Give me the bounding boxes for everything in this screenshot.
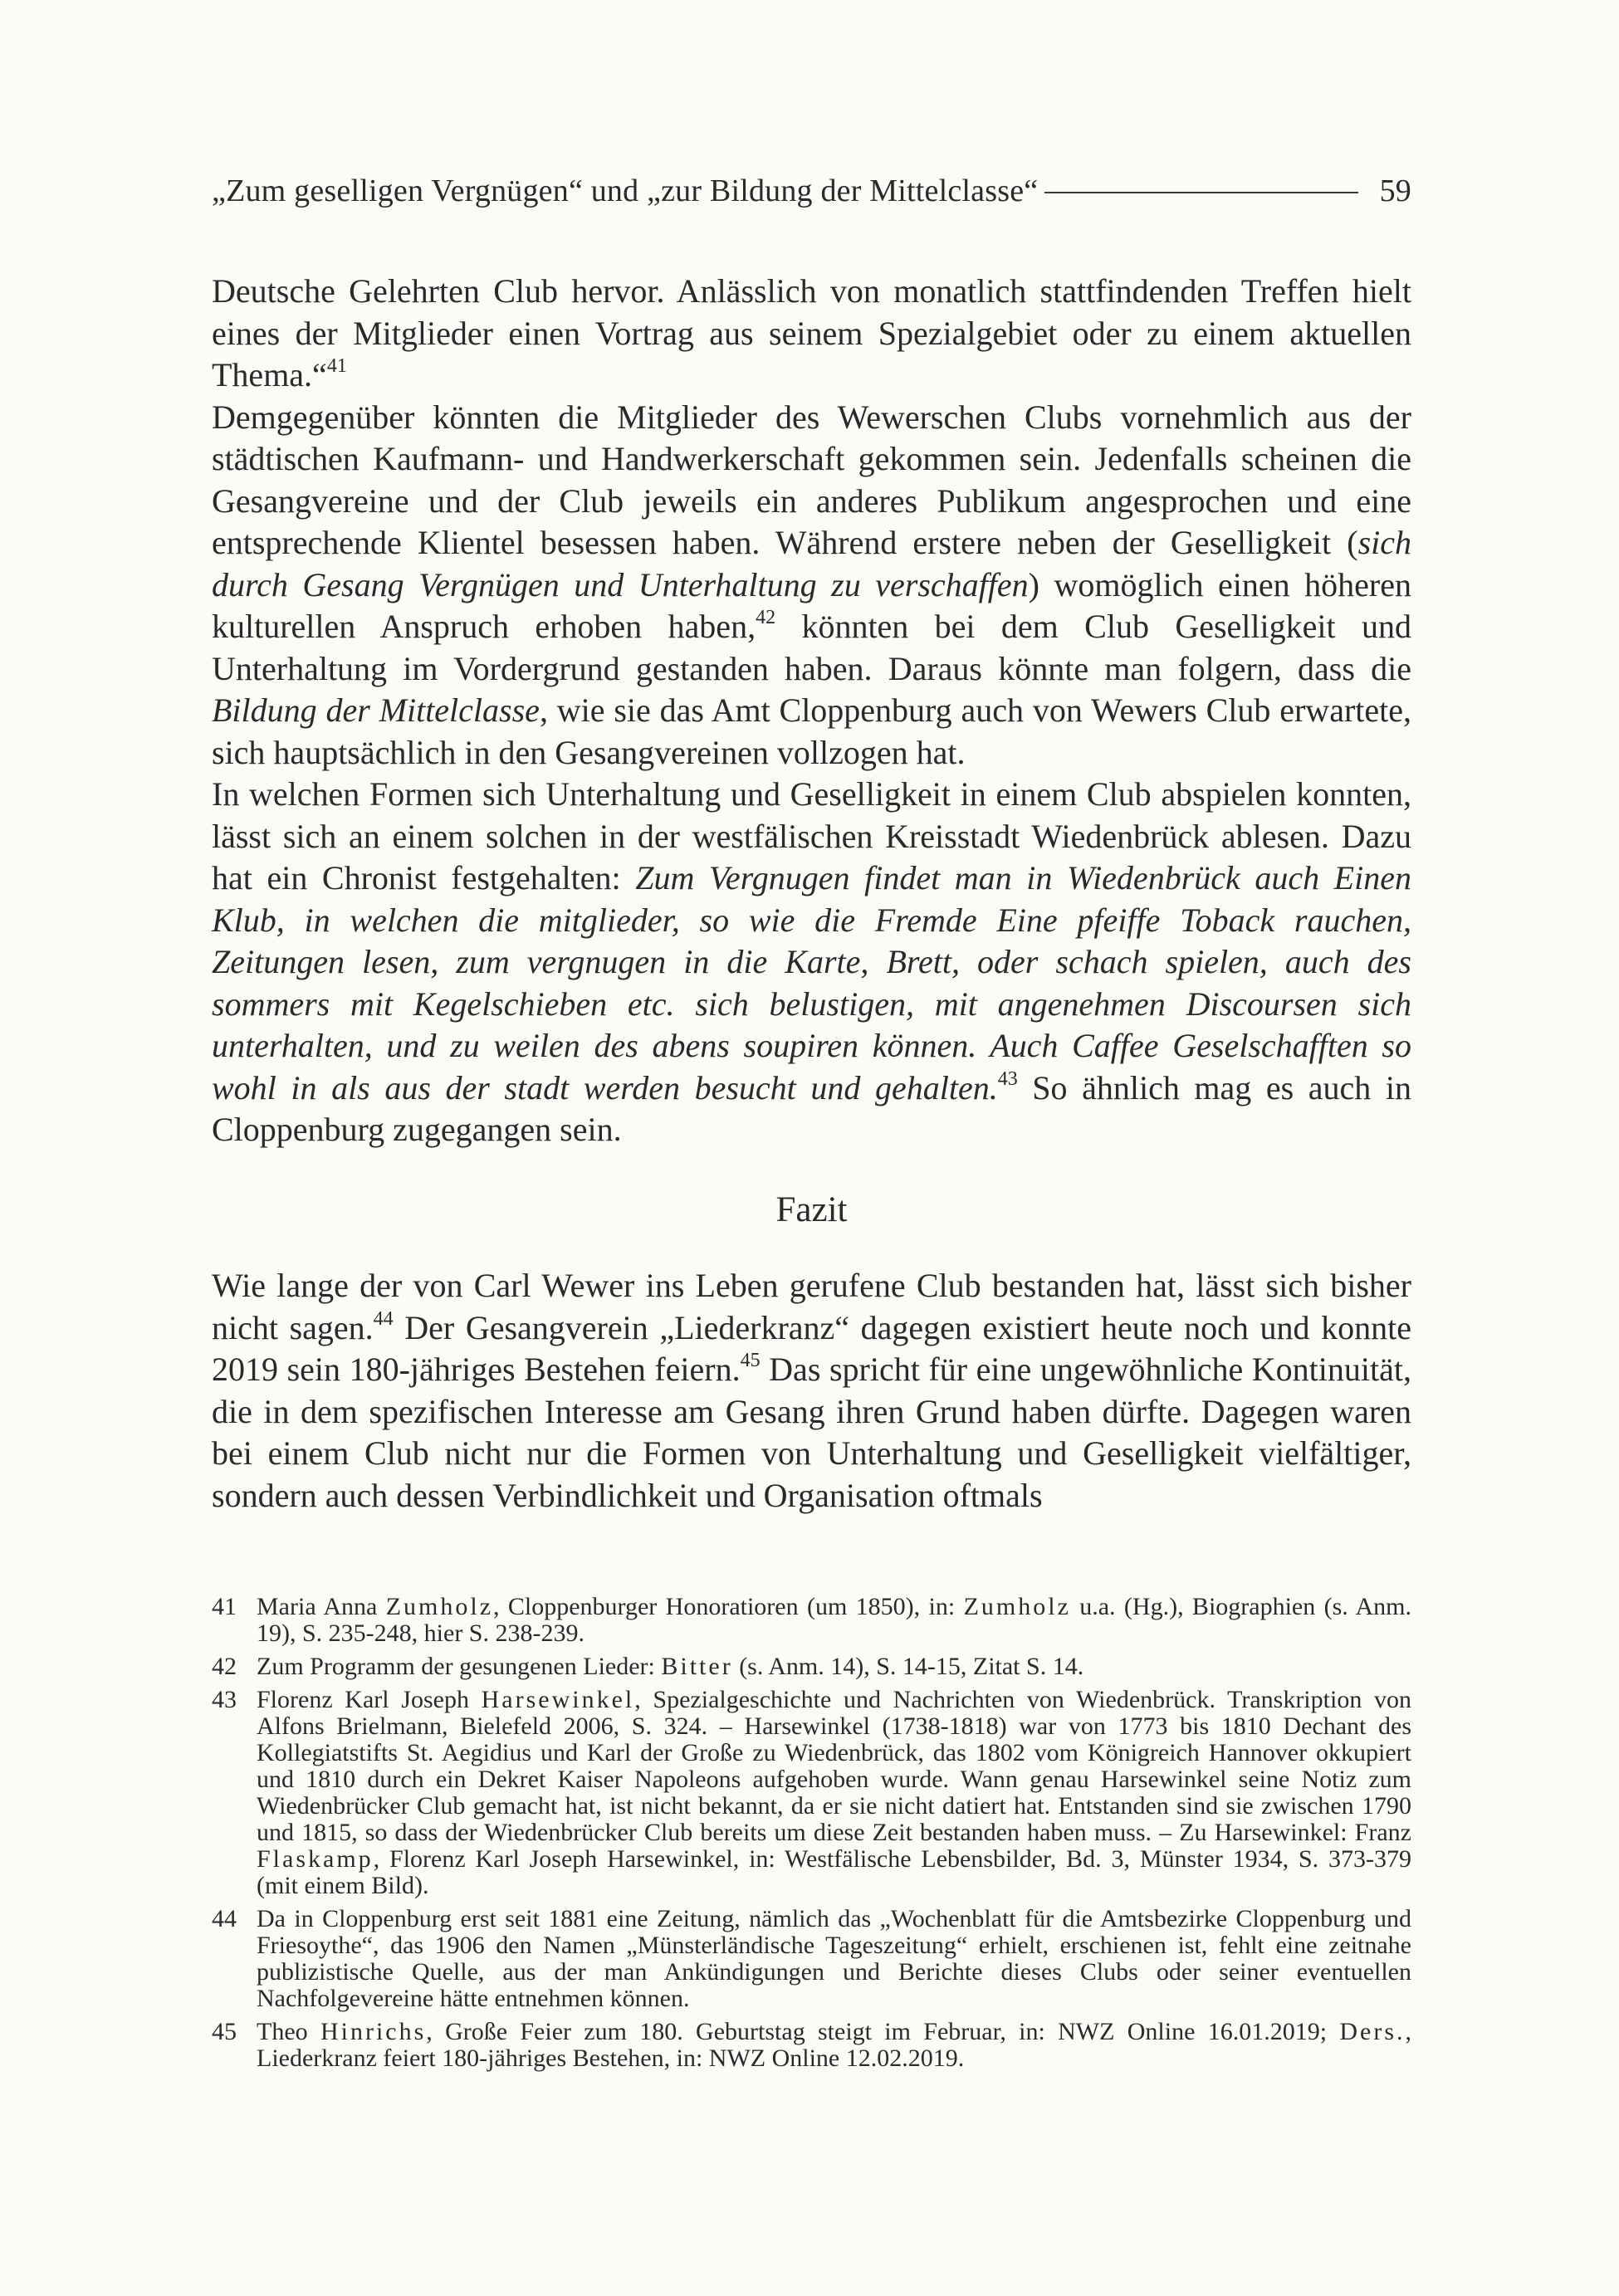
- footnote: [212, 1687, 1411, 1899]
- main-text: [212, 271, 1411, 1151]
- running-title: „Zum geselligen Vergnügen“ und „zur Bildung der Mittelclasse“: [212, 173, 1039, 208]
- footnote: [212, 1594, 1411, 1647]
- footnote: [212, 1654, 1411, 1680]
- paragraph: In welchen Formen sich Unterhaltung und Geselligkeit in einem Club abspielen konnten, lässt sich an einem solchen in der westfälischen Kreisstadt Wiedenbrück ablesen. Dazu hat ein Chronist festgehalten: Zum Vergnugen findet man in Wiedenbrück auch Einen Klub, in welchen die mitglieder, so wie die Fremde Eine pfeiffe Toback rauchen, Zeitungen lesen, zum vergnugen in die Karte, Brett, oder schach spielen, auch des sommers mit Kegelschieben etc. sich belustigen, mit angenehmen Discoursen sich unterhalten, und zu weilen des abens soupiren können. Auch Caffee Geselschafften so wohl in als aus der stadt werden besucht und gehalten.$^{43}$ So ähnlich mag es auch in Cloppenburg zugegangen sein.: [212, 775, 1411, 1148]
- footnote-text: Florenz Karl Joseph Harsewinkel, Spezialgeschichte und Nachrichten von Wiedenbrück. Transkription von Alfons Brielmann, Bielefeld 2006, S. 324. – Harsewinkel (1738-1818) war von 1773 bis 1810 Dechant des Kollegiatstifts St. Aegidius und Karl der Große zu Wiedenbrück, das 1802 vom Königreich Hannover okkupiert und 1810 durch ein Dekret Kaiser Napoleons aufgehoben wurde. Wann genau Harsewinkel seine Notiz zum Wiedenbrücker Club gemacht hat, ist nicht bekannt, da er sie nicht datiert hat. Entstanden sind sie zwischen 1790 und 1815, so dass der Wiedenbrücker Club bereits um diese Zeit bestanden haben muss. – Zu Harsewinkel: Franz Flaskamp, Florenz Karl Joseph Harsewinkel, in: Westfälische Lebensbilder, Bd. 3, Münster 1934, S. 373-379 (mit einem Bild).: [257, 1686, 1411, 1899]
- footnote-number: 44: [212, 1905, 237, 1932]
- footnote-text: Maria Anna Zumholz, Cloppenburger Honoratioren (um 1850), in: Zumholz u.a. (Hg.), Biographien (s. Anm. 19), S. 235-248, hier S. 238-239.: [257, 1593, 1411, 1647]
- footnote-text: Zum Programm der gesungenen Lieder: Bitter (s. Anm. 14), S. 14-15, Zitat S. 14.: [257, 1653, 1084, 1680]
- header-rule: [1044, 192, 1357, 193]
- paragraph: Demgegenüber könnten die Mitglieder des Wewerschen Clubs vornehmlich aus der städtischen Kaufmann- und Handwerkerschaft gekommen sein. Jedenfalls scheinen die Gesangvereine und der Club jeweils ein anderes Publikum angesprochen und eine entsprechende Klientel besessen haben. Während erstere neben der Geselligkeit (sich durch Gesang Vergnügen und Unterhaltung zu verschaffen) womöglich einen höheren kulturellen Anspruch erhoben haben,$^{42}$ könnten bei dem Club Geselligkeit und Unterhaltung im Vordergrund gestanden haben. Daraus könnte man folgern, dass die Bildung der Mittelclasse, wie sie das Amt Cloppenburg auch von Wewers Club erwartete, sich hauptsächlich in den Gesangvereinen vollzogen hat.: [212, 398, 1412, 771]
- footnote-text: Theo Hinrichs, Große Feier zum 180. Geburtstag steigt im Februar, in: NWZ Online 16.01.2019; Ders., Liederkranz feiert 180-jähriges Bestehen, in: NWZ Online 12.02.2019.: [257, 2018, 1411, 2072]
- footnote-ref: 44: [373, 1307, 394, 1330]
- paragraph: Deutsche Gelehrten Club hervor. Anlässlich von monatlich stattfindenden Treffen hielt eines der Mitglieder einen Vortrag aus seinem Spezialgebiet oder zu einem aktuellen Thema.“$^{41}$: [212, 272, 1411, 393]
- footnote-ref: 42: [756, 607, 776, 629]
- footnote-ref: 45: [740, 1350, 761, 1372]
- footnote-ref: 43: [997, 1067, 1018, 1090]
- footnote-number: 45: [212, 2018, 237, 2045]
- section-heading: Fazit: [775, 1190, 848, 1229]
- footnote-number: 43: [212, 1686, 237, 1713]
- paragraph: Wie lange der von Carl Wewer ins Leben gerufene Club bestanden hat, lässt sich bisher nicht sagen.$^{44}$ Der Gesangverein „Liederkranz“ dagegen existiert heute noch und konnte 2019 sein 180-jähriges Bestehen feiern.$^{45}$ Das spricht für eine ungewöhnliche Kontinuität, die in dem spezifischen Interesse am Gesang ihren Grund haben dürfte. Dagegen waren bei einem Club nicht nur die Formen von Unterhaltung und Geselligkeit vielfältiger, sondern auch dessen Verbindlichkeit und Organisation oftmals: [212, 1267, 1411, 1514]
- footnotes: [212, 1594, 1411, 2079]
- running-header: [212, 166, 1411, 216]
- footnote: [212, 2019, 1411, 2072]
- page-number: 59: [1379, 173, 1411, 208]
- fazit-text: [212, 1265, 1411, 1517]
- footnote: [212, 1906, 1411, 2012]
- footnote-ref: 41: [326, 355, 347, 378]
- footnote-text: Da in Cloppenburg erst seit 1881 eine Zeitung, nämlich das „Wochenblatt für die Amtsbezirke Cloppenburg und Friesoythe“, das 1906 den Namen „Münsterländische Tageszeitung“ erhielt, erschienen ist, fehlt eine zeitnahe publizistische Quelle, aus der man Ankündigungen und Berichte dieses Clubs oder seiner eventuellen Nachfolgevereine hätte entnehmen können.: [257, 1905, 1411, 2012]
- footnote-number: 42: [212, 1653, 237, 1680]
- footnote-number: 41: [212, 1593, 237, 1620]
